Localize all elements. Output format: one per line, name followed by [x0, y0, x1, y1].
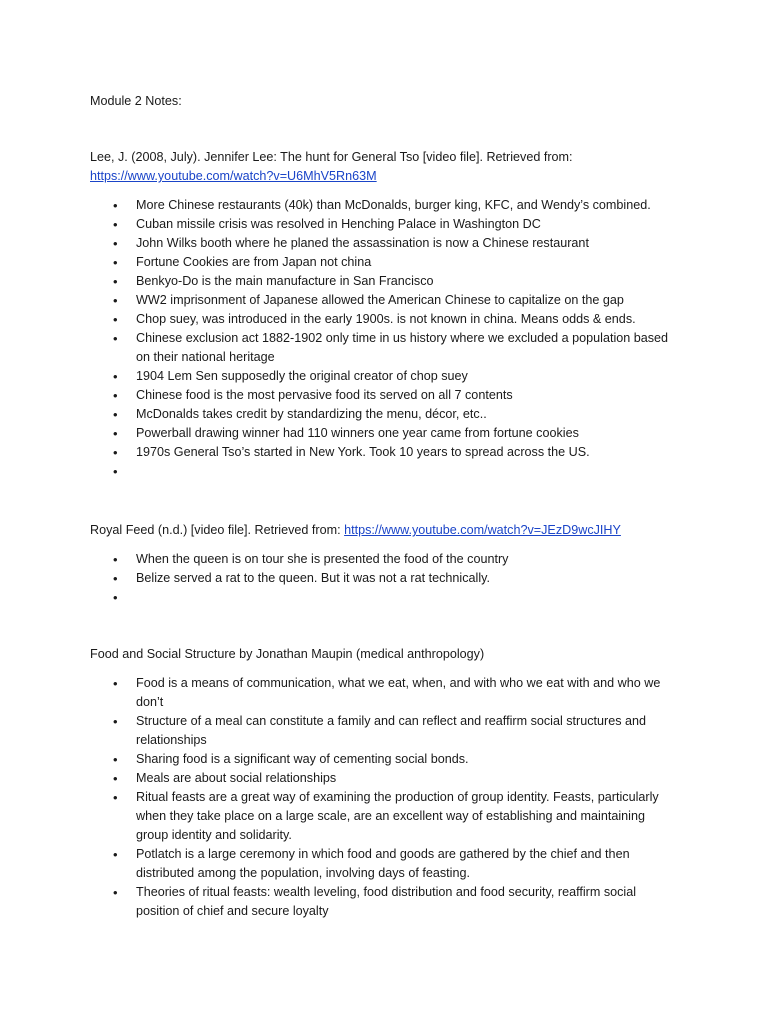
list-item: • Fortune Cookies are from Japan not china	[90, 253, 680, 272]
list-item: • Food is a means of communication, what we eat, when, and with who we eat with and who we don’t	[90, 674, 680, 712]
bullet-list	[90, 674, 680, 921]
list-item: • Ritual feasts are a great way of examining the production of group identity. Feasts, particularly when they take place on a large scale, are an excellent way of establishing and maintaining group identity and solidarity.	[90, 788, 680, 845]
list-item: • Theories of ritual feasts: wealth leveling, food distribution and food security, reaffirm social position of chief and secure loyalty	[90, 883, 680, 921]
page-heading: Module 2 Notes:	[90, 94, 182, 108]
section-food-social-structure	[90, 645, 680, 921]
bullet-list	[90, 550, 680, 607]
list-item	[90, 462, 680, 481]
citation-link[interactable]: https://www.youtube.com/watch?v=JEzD9wcJIHY	[344, 523, 621, 537]
citation-text: Lee, J. (2008, July). Jennifer Lee: The hunt for General Tso [video file]. Retrieved from:	[90, 150, 573, 164]
section-title: Food and Social Structure by Jonathan Maupin (medical anthropology)	[90, 647, 485, 661]
list-item	[90, 588, 680, 607]
list-item: • 1904 Lem Sen supposedly the original creator of chop suey	[90, 367, 680, 386]
list-item: • Chinese food is the most pervasive food its served on all 7 contents	[90, 386, 680, 405]
list-item: • Belize served a rat to the queen. But it was not a rat technically.	[90, 569, 680, 588]
list-item: • Benkyo-Do is the main manufacture in San Francisco	[90, 272, 680, 291]
bullet-list	[90, 196, 680, 481]
list-item: • McDonalds takes credit by standardizing the menu, décor, etc..	[90, 405, 680, 424]
list-item: • WW2 imprisonment of Japanese allowed the American Chinese to capitalize on the gap	[90, 291, 680, 310]
list-item: • More Chinese restaurants (40k) than McDonalds, burger king, KFC, and Wendy’s combined.	[90, 196, 680, 215]
list-item: • Cuban missile crisis was resolved in Henching Palace in Washington DC	[90, 215, 680, 234]
document-body	[90, 92, 680, 921]
citation-royal-feed	[90, 521, 680, 540]
section-general-tso	[90, 148, 680, 481]
list-item: • 1970s General Tso’s started in New York. Took 10 years to spread across the US.	[90, 443, 680, 462]
list-item: • Chinese exclusion act 1882-1902 only time in us history where we excluded a population based on their national heritage	[90, 329, 680, 367]
citation-link[interactable]: https://www.youtube.com/watch?v=U6MhV5Rn63M	[90, 169, 377, 183]
list-item: • Structure of a meal can constitute a family and can reflect and reaffirm social structures and relationships	[90, 712, 680, 750]
list-item: • Powerball drawing winner had 110 winners one year came from fortune cookies	[90, 424, 680, 443]
list-item: • Potlatch is a large ceremony in which food and goods are gathered by the chief and then distributed among the population, involving days of feasting.	[90, 845, 680, 883]
list-item: • Meals are about social relationships	[90, 769, 680, 788]
citation-text: Royal Feed (n.d.) [video file]. Retrieved from:	[90, 523, 345, 537]
list-item: • John Wilks booth where he planed the assassination is now a Chinese restaurant	[90, 234, 680, 253]
list-item: • Chop suey, was introduced in the early 1900s. is not known in china. Means odds & ends.	[90, 310, 680, 329]
citation-general-tso	[90, 148, 680, 186]
list-item: • Sharing food is a significant way of cementing social bonds.	[90, 750, 680, 769]
section-royal-feed	[90, 521, 680, 607]
list-item: • When the queen is on tour she is presented the food of the country	[90, 550, 680, 569]
